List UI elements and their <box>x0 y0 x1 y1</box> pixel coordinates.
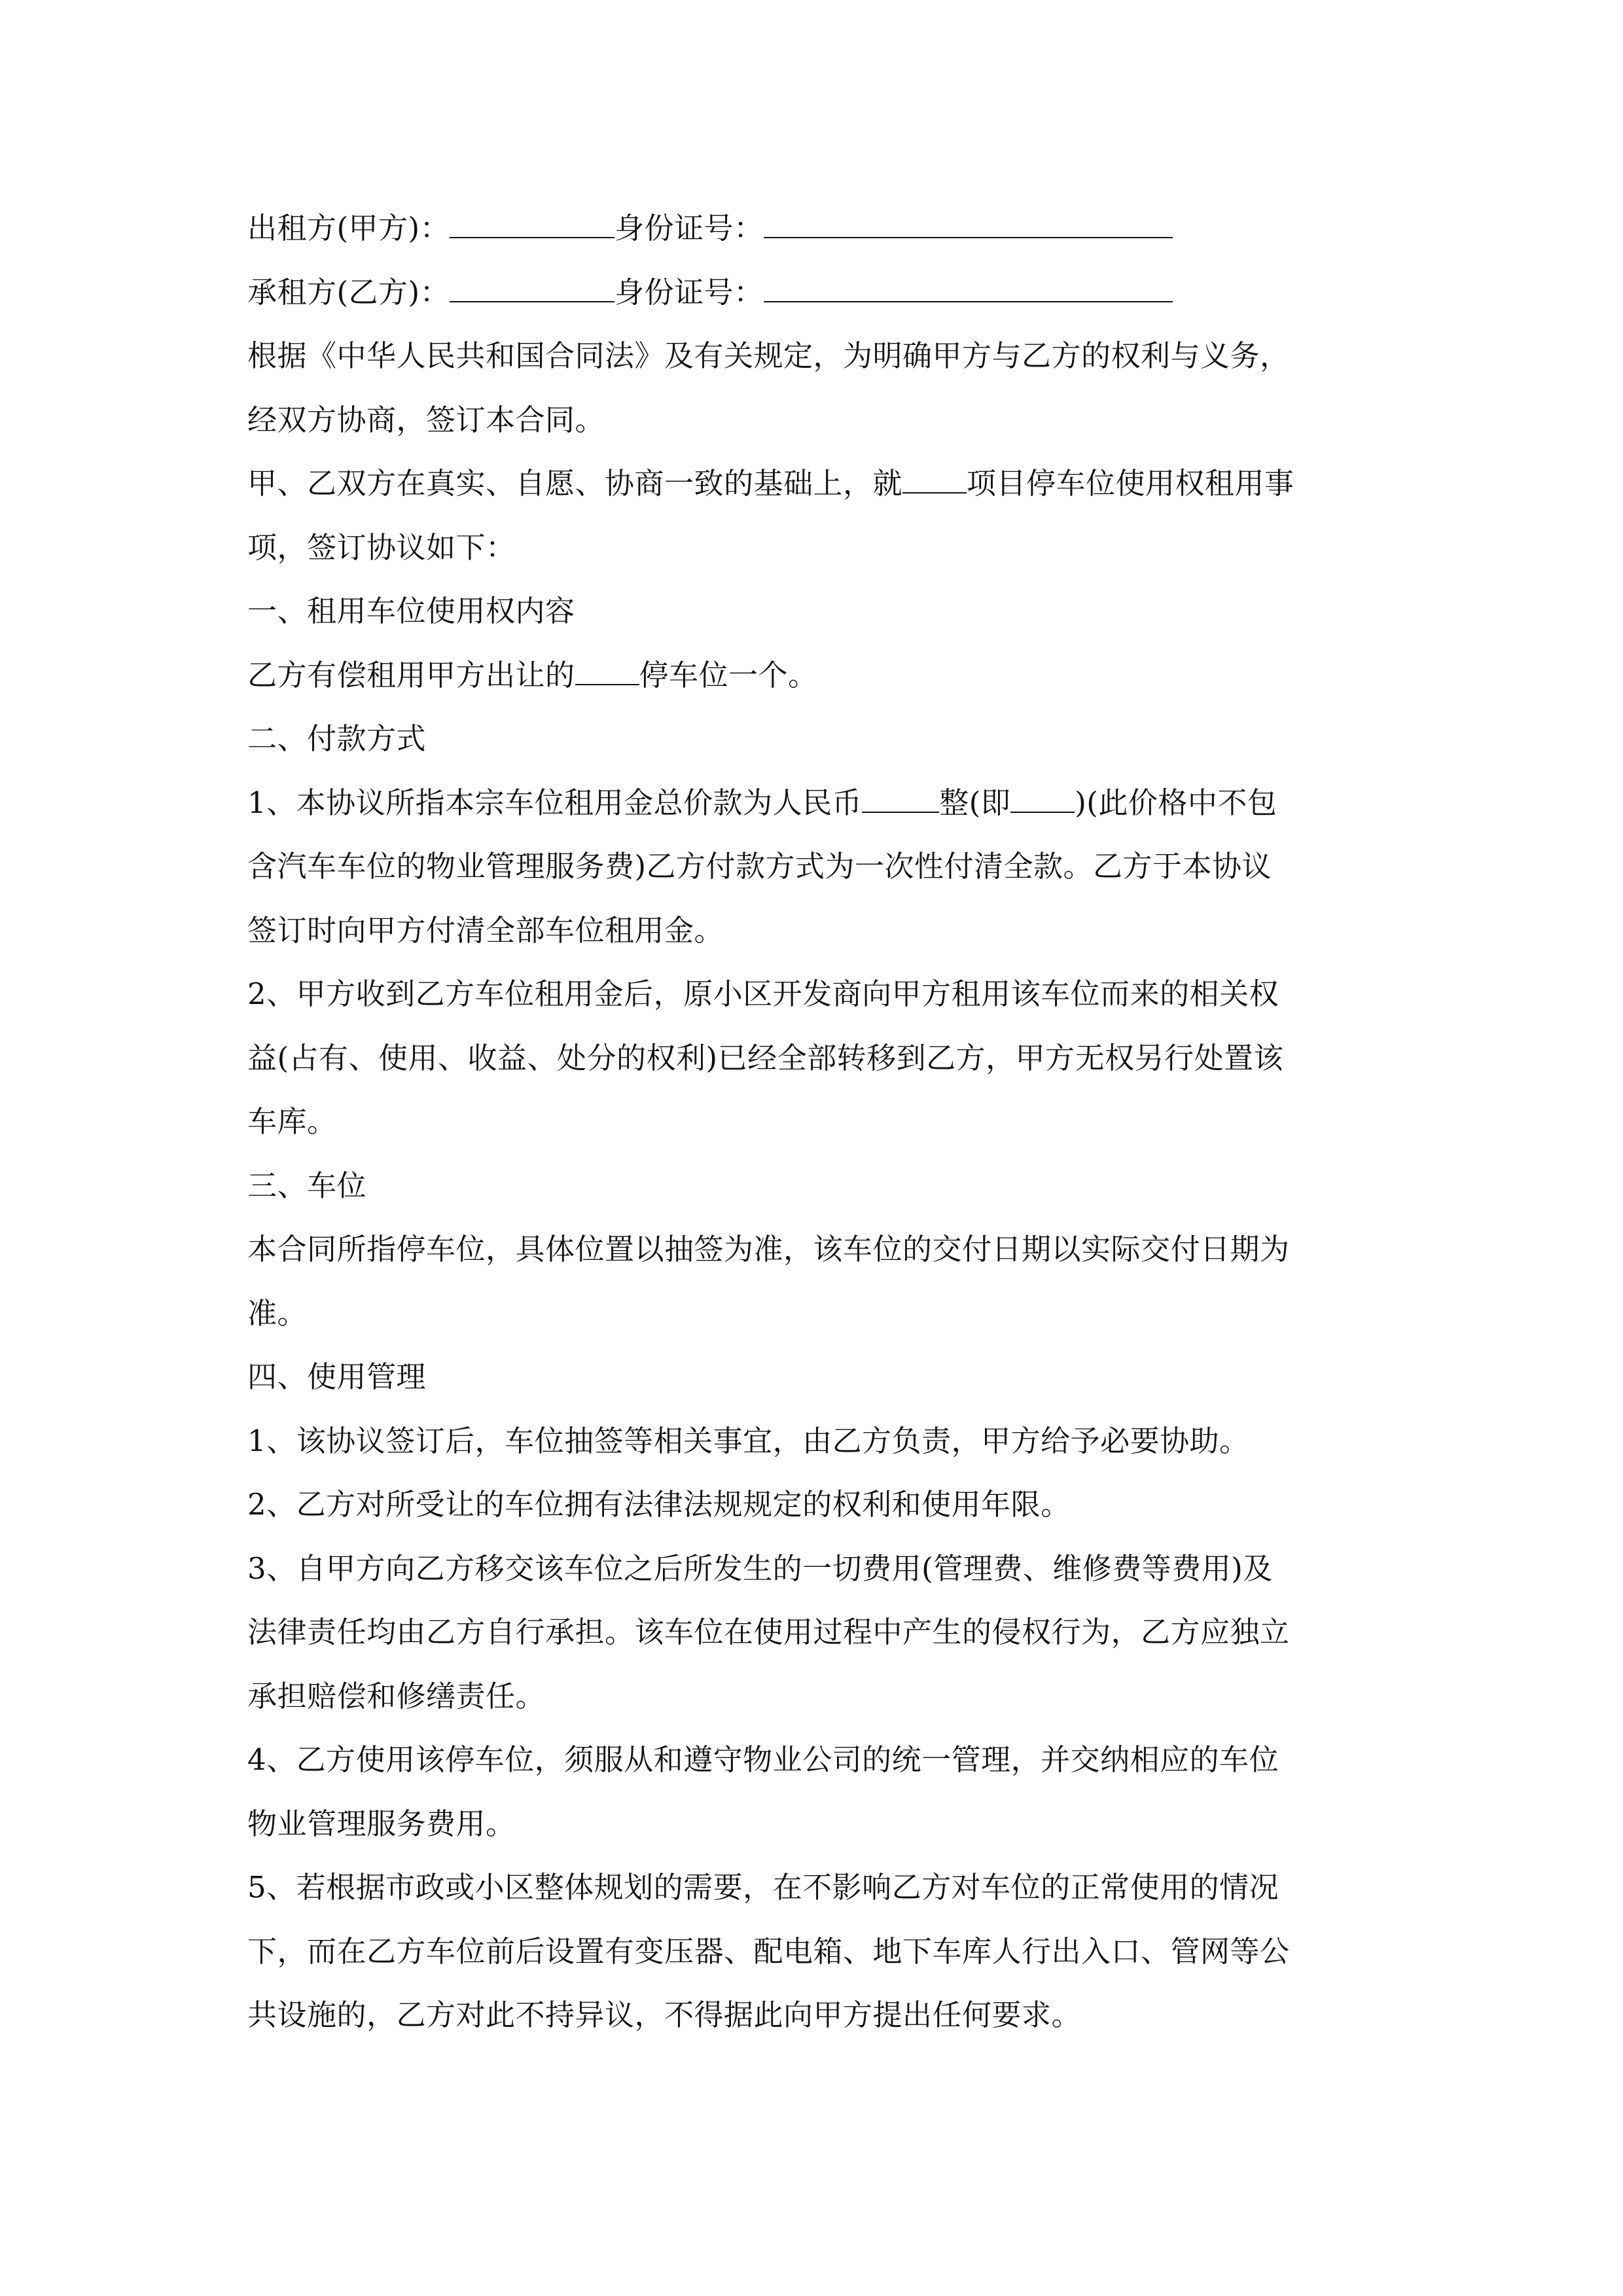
section-3-line-1: 本合同所指停车位，具体位置以抽签为准，该车位的交付日期以实际交付日期为 <box>247 1232 1290 1266</box>
section-2-p2-line-2: 益(占有、使用、收益、处分的权利)已经全部转移到乙方，甲方无权另行处置该 <box>247 1040 1284 1075</box>
lessee-name-blank <box>450 271 615 302</box>
parking-spot-blank <box>575 654 639 685</box>
section-2-p1-line-1 <box>247 771 1399 835</box>
lessor-name-blank <box>450 207 615 238</box>
section-2-heading: 二、付款方式 <box>247 721 427 756</box>
section-4-item-3-line-2: 法律责任均由乙方自行承担。该车位在使用过程中产生的侵权行为，乙方应独立 <box>247 1615 1290 1649</box>
section-4-item-4-line-1: 4、乙方使用该停车位，须服从和遵守物业公司的统一管理，并交纳相应的车位 <box>247 1742 1279 1777</box>
section-4-item-2: 2、乙方对所受让的车位拥有法律法规规定的权利和使用年限。 <box>247 1487 1071 1522</box>
section-3-heading: 三、车位 <box>247 1168 367 1203</box>
lessee-line <box>247 260 1399 325</box>
contract-page <box>247 196 1399 2047</box>
preamble-line-3a: 甲、乙双方在真实、自愿、协商一致的基础上，就 <box>247 466 903 501</box>
lessor-id-label: 身份证号： <box>615 211 764 245</box>
amount-figure-blank <box>1010 781 1075 813</box>
lessor-id-blank <box>764 207 1173 238</box>
section-4-item-5-line-3: 共设施的，乙方对此不持异议，不得据此向甲方提出任何要求。 <box>247 1998 1082 2032</box>
preamble-line-3b: 项目停车位使用权租用事 <box>967 466 1294 501</box>
preamble-line-2: 经双方协商，签订本合同。 <box>247 402 605 437</box>
section-4-item-1: 1、该协议签订后，车位抽签等相关事宜，由乙方负责，甲方给予必要协助。 <box>247 1423 1249 1458</box>
lessee-id-blank <box>764 271 1173 302</box>
lessee-label: 承租方(乙方)： <box>247 274 450 310</box>
project-blank <box>902 462 967 493</box>
section-4-heading: 四、使用管理 <box>247 1359 427 1394</box>
lessee-id-label: 身份证号： <box>615 274 764 310</box>
section-2-p2-line-3: 车库。 <box>247 1104 337 1139</box>
lessor-line <box>247 196 1399 260</box>
section-2-p1-line-2: 含汽车车位的物业管理服务费)乙方付款方式为一次性付清全款。乙方于本协议 <box>247 849 1272 884</box>
section-4-item-4-line-2: 物业管理服务费用。 <box>247 1806 516 1841</box>
section-1-text-a: 乙方有偿租用甲方出让的 <box>247 657 575 692</box>
amount-blank <box>862 781 939 813</box>
section-2-p2-line-1: 2、甲方收到乙方车位租用金后，原小区开发商向甲方租用该车位而来的相关权 <box>247 977 1279 1011</box>
section-2-p1-line-3: 签订时向甲方付清全部车位租用金。 <box>247 912 724 948</box>
section-2-p1-b: 整(即 <box>939 785 1011 820</box>
section-4-item-3-line-3: 承担赔偿和修缮责任。 <box>247 1678 546 1713</box>
preamble-line-1: 根据《中华人民共和国合同法》及有关规定，为明确甲方与乙方的权利与义务， <box>247 338 1290 373</box>
preamble-line-3 <box>247 452 1399 516</box>
section-4-item-5-line-1: 5、若根据市政或小区整体规划的需要，在不影响乙方对车位的正常使用的情况 <box>247 1870 1279 1905</box>
section-1-text <box>247 643 1399 708</box>
lessor-label: 出租方(甲方)： <box>247 211 450 245</box>
section-1-text-b: 停车位一个。 <box>639 657 818 692</box>
section-4-item-3-line-1: 3、自甲方向乙方移交该车位之后所发生的一切费用(管理费、维修费等费用)及 <box>247 1551 1273 1586</box>
preamble-line-4: 项，签订协议如下： <box>247 529 516 565</box>
section-1-heading: 一、租用车位使用权内容 <box>247 594 575 628</box>
section-2-p1-a: 1、本协议所指本宗车位租用金总价款为人民币 <box>247 785 863 820</box>
section-2-p1-c: )(此价格中不包 <box>1075 785 1277 820</box>
section-4-item-5-line-2: 下，而在乙方车位前后设置有变压器、配电箱、地下车库人行出入口、管网等公 <box>247 1933 1290 1969</box>
section-3-line-2: 准。 <box>247 1295 308 1331</box>
